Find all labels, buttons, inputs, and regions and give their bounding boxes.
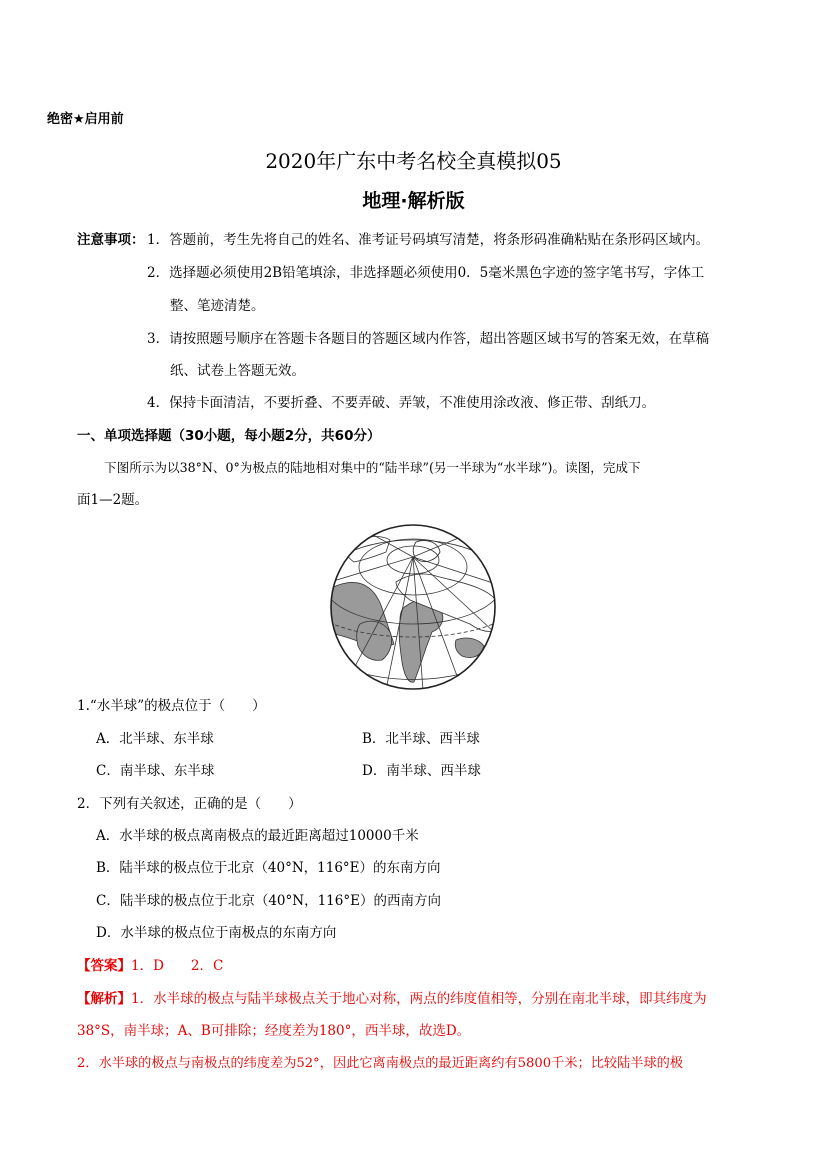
secret-label: 绝密★启用前 xyxy=(47,112,124,127)
exam-subtitle: 地理·解析版 xyxy=(362,190,465,212)
q2-option-b: B．陆半球的极点位于北京（40°N，116°E）的东南方向 xyxy=(96,860,441,876)
notice-line-3: 3．请按照题号顺序在答题卡各题目的答题区域内作答，超出答题区域书写的答案无效，在草稿 xyxy=(147,331,710,347)
notice-line-2: 2．选择题必须使用2B铅笔填涂，非选择题必须使用0．5毫米黑色字迹的签字笔书写，字体工 xyxy=(147,265,705,281)
q1-stem: 1.“水半球”的极点位于（ ） xyxy=(77,698,266,714)
q2-option-a: A．水半球的极点离南极点的最近距离超过10000千米 xyxy=(96,828,419,844)
notice-line-4: 4．保持卡面清洁，不要折叠、不要弄破、弄皱，不准使用涂改液、修正带、刮纸刀。 xyxy=(147,395,656,411)
q1-option-c: C．南半球、东半球 xyxy=(96,763,215,779)
intro-line-1: 下图所示为以38°N、0°为极点的陆地相对集中的“陆半球”(另一半球为“水半球”)。读图，完成下 xyxy=(104,460,641,475)
intro-line-2: 面1—2题。 xyxy=(77,492,149,508)
answer-text: 1．D 2．C xyxy=(131,958,224,974)
q1-option-a: A．北半球、东半球 xyxy=(96,731,214,747)
q1-option-b: B．北半球、西半球 xyxy=(362,731,480,747)
analysis-line-2: 38°S，南半球；A、B可排除；经度差为180°，西半球，故选D。 xyxy=(77,1023,471,1039)
q1-option-d: D．南半球、西半球 xyxy=(362,763,481,779)
analysis-text-1: 1．水半球的极点与陆半球极点关于地心对称，两点的纬度值相等，分别在南北半球，即其纬度为 xyxy=(131,991,707,1007)
notice-line-3-cont: 纸、试卷上答题无效。 xyxy=(170,363,305,379)
q2-option-c: C．陆半球的极点位于北京（40°N，116°E）的西南方向 xyxy=(96,893,441,909)
analysis-line-3: 2．水半球的极点与南极点的纬度差为52°，因此它离南极点的最近距离约有5800千米；比较陆半球的极 xyxy=(77,1056,684,1071)
notice-line-2-cont: 整、笔迹清楚。 xyxy=(170,298,265,314)
answer-line xyxy=(77,954,223,974)
exam-title: 2020年广东中考名校全真模拟05 xyxy=(265,149,562,173)
section-heading: 一、单项选择题（30小题，每小题2分，共60分） xyxy=(77,428,381,444)
analysis-line-1 xyxy=(77,987,707,1007)
land-hemisphere-globe xyxy=(328,522,498,692)
notice-label: 注意事项： xyxy=(77,232,145,248)
q2-stem: 2．下列有关叙述，正确的是（ ） xyxy=(77,796,302,812)
analysis-label: 【解析】 xyxy=(77,991,131,1007)
q2-option-d: D．水半球的极点位于南极点的东南方向 xyxy=(96,925,337,941)
answer-label: 【答案】 xyxy=(77,958,131,974)
notice-line-1: 1．答题前，考生先将自己的姓名、准考证号码填写清楚，将条形码准确粘贴在条形码区域内。 xyxy=(147,232,710,248)
